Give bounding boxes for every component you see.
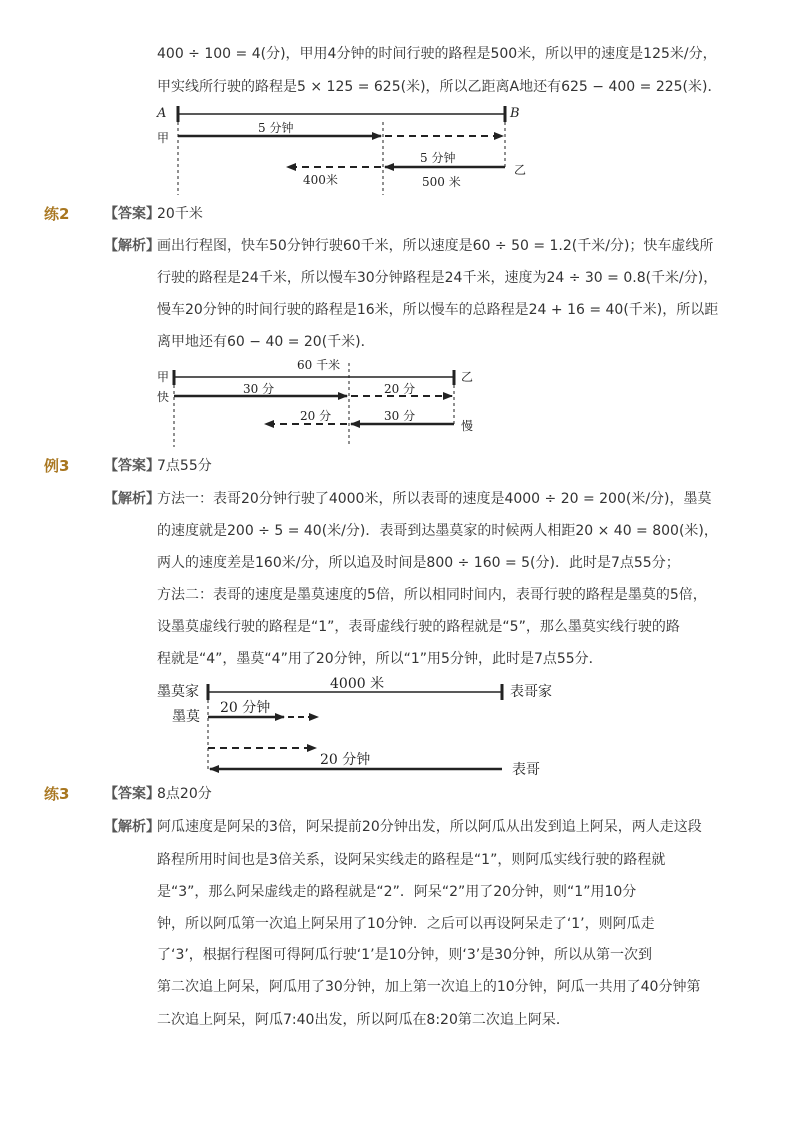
label-mo: 墨莫 bbox=[172, 709, 200, 725]
label-b: B bbox=[510, 106, 520, 121]
text-line: 设墨莫虚线行驶的路程是“1”，表哥虚线行驶的路程就是“5”，那么墨莫实线行驶的路 bbox=[157, 619, 680, 635]
label-man: 慢 bbox=[461, 419, 474, 433]
text-line: 慢车20分钟的时间行驶的路程是16米，所以慢车的总路程是24 + 16 = 40(千米)，所以距 bbox=[157, 302, 719, 318]
text-line: 第二次追上阿呆，阿瓜用了30分钟，加上第一次追上的10分钟，阿瓜一共用了40分钟第 bbox=[157, 979, 701, 995]
label-home2: 表哥家 bbox=[510, 684, 552, 700]
analysis-tag: 【解析】 bbox=[104, 238, 160, 254]
exercise-label: 练2 bbox=[44, 205, 70, 223]
label-jia: 甲 bbox=[157, 131, 170, 145]
text-line: 方法一：表哥20分钟行驶了4000米，所以表哥的速度是4000 ÷ 20 = 200(米/分)，墨莫 bbox=[157, 491, 712, 507]
label-t2: 20 分钟 bbox=[320, 752, 371, 768]
label-t2: 5 分钟 bbox=[420, 151, 456, 165]
label-t1: 5 分钟 bbox=[258, 121, 294, 135]
text-line: 了‘3’，根据行程图可得阿瓜行驶‘1’是10分钟，则‘3’是30分钟，所以从第一次到 bbox=[157, 947, 653, 963]
answer-text: 7点55分 bbox=[157, 458, 212, 474]
label-home1: 墨莫家 bbox=[157, 684, 199, 700]
label-jia: 甲 bbox=[157, 370, 170, 384]
text-line: 钟，所以阿瓜第一次追上阿呆用了10分钟．之后可以再设阿呆走了‘1’，则阿瓜走 bbox=[157, 916, 655, 932]
text-line: 行驶的路程是24千米，所以慢车30分钟路程是24千米，速度为24 ÷ 30 = 0.8(千米/分)， bbox=[157, 270, 718, 286]
text-line: 二次追上阿呆，阿瓜7:40出发，所以阿瓜在8:20第二次追上阿呆． bbox=[157, 1012, 570, 1028]
text-line: 400 ÷ 100 = 4(分)，甲用4分钟的时间行驶的路程是500米，所以甲的速度是125米/分， bbox=[157, 46, 717, 62]
travel-diagram-1 bbox=[0, 100, 800, 200]
text-line: 离甲地还有60 − 40 = 20(千米)． bbox=[157, 334, 375, 350]
label-yi: 乙 bbox=[514, 163, 527, 177]
text-line: 的速度就是200 ÷ 5 = 40(米/分)．表哥到达墨莫家的时候两人相距20 × 40 = 800(米)， bbox=[157, 523, 718, 539]
text-line: 画出行程图，快车50分钟行驶60千米，所以速度是60 ÷ 50 = 1.2(千米/分)；快车虚线所 bbox=[157, 238, 714, 254]
label-t1: 30 分 bbox=[243, 382, 275, 396]
label-yi: 乙 bbox=[461, 370, 474, 384]
label-d2: 500 米 bbox=[422, 175, 461, 189]
label-t1: 20 分钟 bbox=[220, 700, 271, 716]
text-line: 阿瓜速度是阿呆的3倍，阿呆提前20分钟出发，所以阿瓜从出发到追上阿呆，两人走这段 bbox=[157, 819, 702, 835]
label-t2: 20 分 bbox=[384, 382, 416, 396]
label-kuai: 快 bbox=[157, 390, 170, 404]
travel-diagram-3 bbox=[0, 672, 800, 780]
label-a: A bbox=[157, 106, 167, 121]
text-line: 路程所用时间也是3倍关系，设阿呆实线走的路程是“1”，则阿瓜实线行驶的路程就 bbox=[157, 852, 666, 868]
exercise-label: 练3 bbox=[44, 785, 70, 803]
answer-tag: 【答案】 bbox=[104, 458, 160, 474]
text-line: 是“3”，那么阿呆虚线走的路程就是“2”．阿呆“2”用了20分钟，则“1”用10分 bbox=[157, 884, 637, 900]
label-d1: 400米 bbox=[303, 173, 338, 187]
example-label: 例3 bbox=[44, 457, 70, 475]
label-t3: 20 分 bbox=[300, 409, 332, 423]
label-t4: 30 分 bbox=[384, 409, 416, 423]
answer-text: 20千米 bbox=[157, 206, 203, 222]
answer-text: 8点20分 bbox=[157, 786, 212, 802]
analysis-tag: 【解析】 bbox=[104, 819, 160, 835]
text-line: 方法二：表哥的速度是墨莫速度的5倍，所以相同时间内，表哥行驶的路程是墨莫的5倍， bbox=[157, 587, 707, 603]
label-total: 60 千米 bbox=[297, 358, 341, 372]
answer-tag: 【答案】 bbox=[104, 206, 160, 222]
text-line: 两人的速度差是160米/分，所以追及时间是800 ÷ 160 = 5(分)．此时是7点55分； bbox=[157, 555, 680, 571]
travel-diagram-2 bbox=[0, 355, 800, 450]
text-line: 甲实线所行驶的路程是5 × 125 = 625(米)，所以乙距离A地还有625 − 400 = 225(米)． bbox=[157, 79, 722, 95]
label-total: 4000 米 bbox=[330, 676, 385, 692]
label-ge: 表哥 bbox=[512, 762, 540, 778]
answer-tag: 【答案】 bbox=[104, 786, 160, 802]
analysis-tag: 【解析】 bbox=[104, 491, 160, 507]
text-line: 程就是“4”，墨莫“4”用了20分钟，所以“1”用5分钟，此时是7点55分． bbox=[157, 651, 603, 667]
